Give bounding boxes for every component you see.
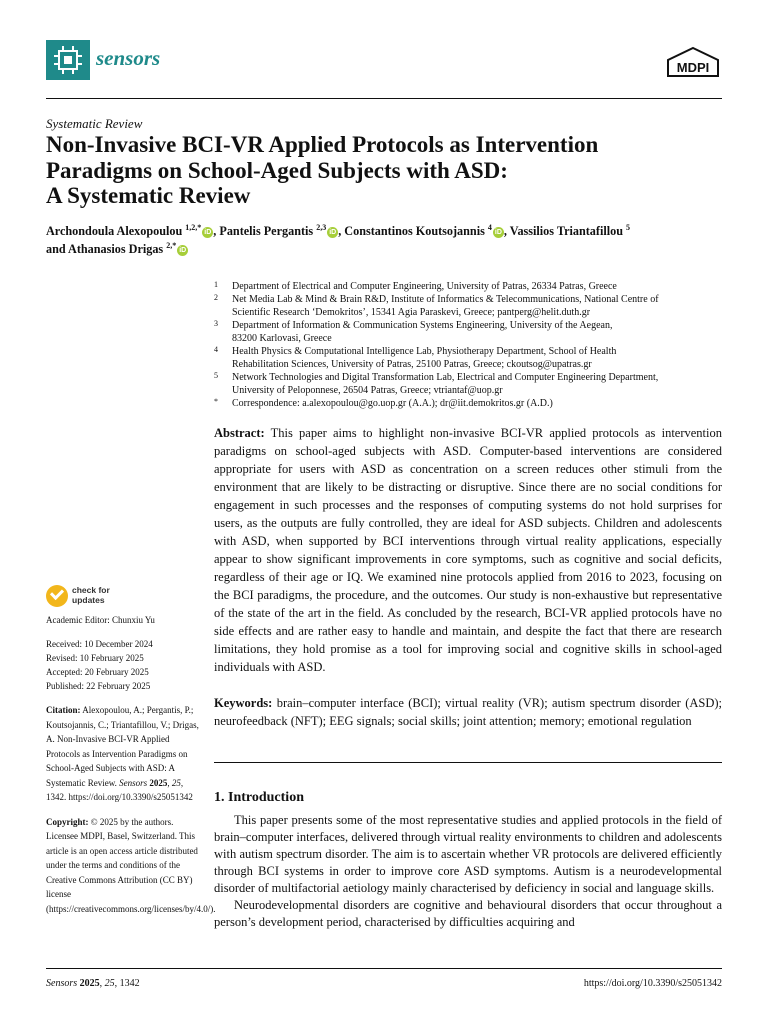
header-divider [46, 98, 722, 99]
affiliation-text: Department of Electrical and Computer Engineering, University of Patras, 26334 Patras, Greece [232, 281, 617, 292]
affiliation-item [214, 319, 722, 345]
copyright [46, 815, 216, 917]
footer-citation: Sensors 2025, 25, 1342 [46, 978, 140, 989]
author-name: Athanasios Drigas [68, 242, 164, 256]
check-icon [46, 585, 68, 607]
abstract-label: Abstract: [214, 426, 265, 440]
publisher-name: MDPI [676, 60, 710, 75]
affiliation-text: Scientific Research ‘Demokritos’, 15341 Agia Paraskevi, Greece; pantperg@helit.duth.gr [232, 307, 591, 318]
footer-doi-link[interactable]: https://doi.org/10.3390/s25051342 [583, 978, 722, 989]
citation-volume: 25 [171, 777, 181, 788]
accepted-date: Accepted: 20 February 2025 [46, 667, 149, 677]
affiliation-item [214, 293, 722, 319]
academic-editor: Academic Editor: Chunxiu Yu [46, 615, 155, 625]
check-updates-label: check for [72, 585, 110, 595]
citation-label: Citation: [46, 705, 81, 715]
title-line: A Systematic Review [46, 183, 251, 208]
affiliation-text: Network Technologies and Digital Transformation Lab, Electrical and Computer Engineering Department, [232, 372, 659, 383]
affiliation-number: 3 [214, 319, 218, 328]
citation-text: Alexopoulou, A.; Pergantis, P.; Koutsojannis, C.; Triantafillou, V.; Drigas, A. Non-Invasive BCI-VR Applied Protocols as Intervention Paradigms on School-Aged Subjects with ASD: A Systematic Review. [46, 705, 199, 788]
published-date: Published: 22 February 2025 [46, 681, 151, 691]
orcid-icon[interactable]: iD [204, 228, 212, 236]
citation-doi[interactable]: , 1342. https://doi.org/10.3390/s25051342 [46, 777, 193, 802]
author-name: Pantelis Pergantis [219, 224, 314, 238]
correspondence-item [214, 397, 722, 410]
affiliation-text: University of Peloponnese, 26504 Patras, Greece; vtriantaf@uop.gr [232, 385, 503, 396]
check-updates-label: updates [72, 595, 105, 605]
author-name: Vassilios Triantafillou [509, 224, 623, 238]
author-affiliation-ref: 4 [487, 222, 492, 232]
footer-volume: 25 [104, 978, 115, 989]
affiliation-text: 83200 Karlovasi, Greece [232, 333, 332, 344]
affiliation-item [214, 371, 722, 397]
author-separator: , [213, 224, 220, 238]
copyright-label: Copyright: [46, 816, 89, 827]
paragraph: Neurodevelopmental disorders are cognitive and behavioural disorders that occur throughout a person’s development period, characterised by difficulties acquiring and [214, 898, 722, 929]
keywords-label: Keywords: [214, 696, 273, 710]
title-line: Non-Invasive BCI-VR Applied Protocols as Intervention [46, 132, 599, 157]
affiliation-text: Net Media Lab & Mind & Brain R&D, Institute of Informatics & Telecommunications, National Centre of [232, 294, 659, 305]
citation: Citation: Alexopoulou, A.; Pergantis, P.; Koutsojannis, C.; Triantafillou, V.; Drigas, A. Non-Invasive BCI-VR Applied Protocols as Intervention Paradigms on School-Aged Subjects with ASD: A Systematic Review. Sensors 2025, 25, 1342. https://doi.org/10.3390/s25051342 [46, 705, 199, 802]
orcid-icon[interactable]: iD [179, 246, 187, 254]
affiliation-item [214, 345, 722, 371]
author-affiliation-ref: 2,3 [316, 222, 327, 232]
author-name: Constantinos Koutsojannis [344, 224, 485, 238]
orcid-icon[interactable]: iD [494, 228, 502, 236]
affiliation-text: Health Physics & Computational Intelligence Lab, Physiotherapy Department, School of Health [232, 346, 617, 357]
affiliation-number: * [214, 397, 218, 406]
abstract-text: This paper aims to highlight non-invasive BCI-VR applied protocols as intervention paradigms on school-aged subjects with ASD. Computer-based interventions are considered appropriate for users with ASD as concentration on a screen reduces other stimuli from the environment that are likely to be distracting or disruptive. Since there are no social conditions for engagement in such processes and the responses of computing systems do not hold surprises for users, as the outputs are fully controlled, they are ideal for ASD subjects. Children and adolescents with ASD, when supported by BCI interventions through virtual reality applications, especially appear to show significant improvements in core symptoms, such as cognitive and social deficits, regardless of their age or IQ. We examined nine protocols applied from 2016 to 2023, focusing on the BCI paradigms, the procedure, and the outcomes. Our study is non-exhaustive but representative of the state of the art in the field. As concluded by the research, BCI-VR applied protocols have no side effects and are rather easy to handle and maintain, and despite the fact that there are research limitations, they hold promise as a tool for improving social and cognitive skills in school-aged individuals with ASD. [214, 426, 723, 674]
article-type: Systematic Review [46, 116, 143, 131]
journal-logo-icon [46, 40, 90, 80]
affiliation-number: 1 [214, 280, 218, 289]
affiliation-text: Rehabilitation Sciences, University of Patras, 25100 Patras, Greece; ckoutsog@upatras.gr [232, 359, 592, 370]
author-separator: and [46, 242, 69, 256]
author-separator: , [338, 224, 345, 238]
affiliation-item [214, 280, 722, 293]
footer-divider [46, 968, 722, 969]
section-heading: 1. Introduction [214, 790, 304, 805]
article-info-sidebar [46, 613, 216, 916]
section-divider [214, 762, 722, 763]
introduction-body [214, 812, 722, 931]
received-date: Received: 10 December 2024 [46, 639, 153, 649]
author-affiliation-ref: 5 [626, 222, 631, 232]
affiliation-number: 2 [214, 293, 218, 302]
paragraph: This paper presents some of the most representative studies and applied protocols in the field of brain–computer interfaces, delivered through virtual reality environments to children and adolescents with autism spectrum disorder. The aim is to ascertain whether VR protocols are delivered efficiently through BCI systems in order to improve core ASD symptoms. Autism is a neurodevelopmental disorder of multifactorial aetiology mainly characterised by deficiency in social and language skills. [214, 813, 722, 895]
footer-year: 2025 [79, 978, 100, 989]
affiliation-text: Department of Information & Communication Systems Engineering, University of the Aegean, [232, 320, 613, 331]
abstract [214, 424, 722, 676]
article-title [46, 132, 722, 209]
orcid-icon[interactable]: iD [329, 228, 337, 236]
footer-journal: Sensors [46, 978, 78, 989]
citation-year: 2025 [149, 777, 168, 788]
author-affiliation-ref: 2,* [166, 240, 177, 250]
journal-name[interactable]: sensors [96, 46, 161, 70]
correspondence-text[interactable]: Correspondence: a.alexopoulou@go.uop.gr (A.A.); dr@iit.demokritos.gr (A.D.) [232, 398, 553, 409]
affiliations [214, 280, 722, 410]
copyright-text: © 2025 by the authors. Licensee MDPI, Basel, Switzerland. This article is an open access article distributed under the terms and conditions of the Creative Commons Attribution (CC BY) license (https://creativecommons.org/licenses/by/4.0/). [46, 816, 216, 914]
author-list [46, 222, 722, 258]
check-for-updates-badge[interactable] [46, 583, 146, 609]
mdpi-logo-icon[interactable] [664, 46, 722, 80]
affiliation-number: 5 [214, 371, 218, 380]
affiliation-number: 4 [214, 345, 218, 354]
keywords [214, 694, 722, 730]
author-affiliation-ref: 1,2,* [185, 222, 202, 232]
revised-date: Revised: 10 February 2025 [46, 653, 144, 663]
author-name: Archondoula Alexopoulou [46, 224, 183, 238]
footer-article-number: , 1342 [114, 978, 140, 989]
author-separator: , [503, 224, 510, 238]
citation-journal: Sensors [119, 777, 148, 788]
title-line: Paradigms on School-Aged Subjects with ASD: [46, 157, 508, 183]
keywords-text: brain–computer interface (BCI); virtual reality (VR); autism spectrum disorder (ASD); neurofeedback (NFT); EEG signals; social skills; joint attention; memory; emotional regulation [214, 696, 723, 728]
